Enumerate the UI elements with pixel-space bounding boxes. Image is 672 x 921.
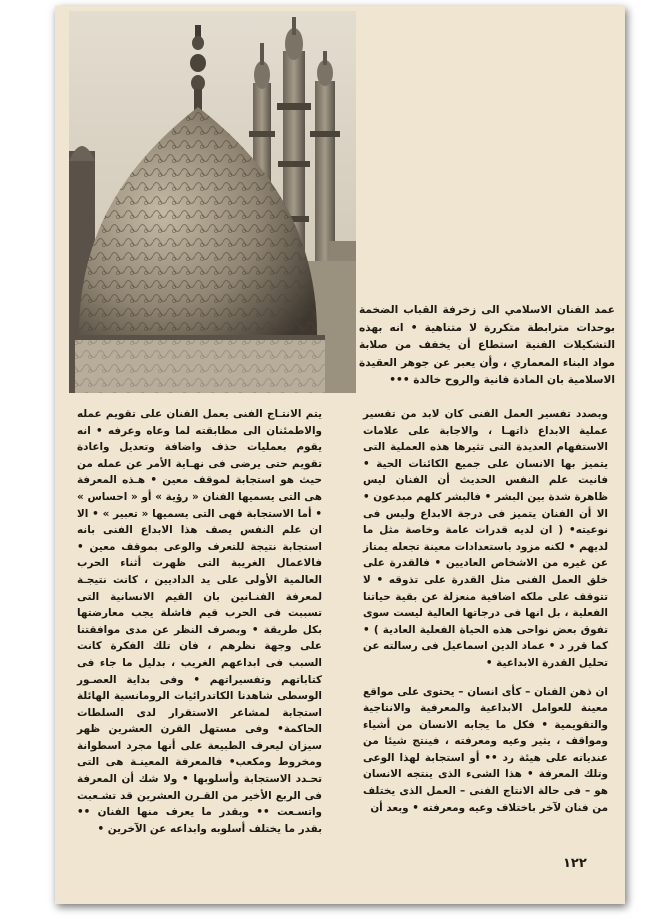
right-text-column [363, 406, 608, 828]
paragraph: ان ذهن الفنان – كأى انسان – يحتوى على مواقع معينة للعوامل الابداعية والمعرفية والانتاجية والتقويمية • فكل ما يجابه الانسان من أشياء ومواقف ، يثير وعيه ومعرفته ، فينتج شيئا من عندياته على هيئة رد •• أو استجابة لهذا الوعى وتلك المعرفة • هذا الشىء الذى ينتجه الانسان هو – فى حالة الانتاج الفنى – العمل الذى يختلف من فنان لآخر باختلاف وعيه ومعرفته • وبعد أن [363, 685, 608, 814]
left-text-column [77, 406, 322, 849]
photo-caption: عمد الفنان الاسلامي الى زخرفة القباب الضخمة بوحدات مترابطة متكررة لا متناهية • انه بهذه التشكيلات الفنية استطاع أن يخفف من صلابة مواد البناء المعماري ، وأن يعبر عن جوهر العقيدة الاسلامية بان المادة فانية والروح خالدة ••• [359, 304, 615, 386]
page-number: ١٢٢ [563, 856, 587, 871]
dome-and-minarets-icon [69, 11, 356, 393]
paragraph: وبصدد تفسير العمل الفنى كان لابد من تفسير عملية الابداع ذاتهـا ، والاجابة على علامات الاستفهام العديدة التى تثيرها هذه العملية التى يتميز بها الانسان على جميع الكائنات الحية • فانيت علم النفس الحديث أن الفنان ليس ظاهرة شدة بين البشر • فالبشر كلهم مبدعون • الا أن الفنان يتميز فى درجة الابداع وليس فى نوعيته• ( ان لديه قدرات عامة وخاصة مثل ما لديهم • لكنه مزود باستعدادات معينة تجعله يمتاز عن غيره من الاشخاص العاديين • فالقدرة على خلق العمل الفنى مثل القدرة على تذوقه • لا تتوقف على ملكه اضافية منعزلة عن بقية حياتنا الفعلية ، بل انها فى درجاتها العالية ليست سوى تفوق بعض نواحى هذه الحياة الفعلية العادية ) • كما قرر د • عماد الدين اسماعيل فى رسالته عن تحليل القدرة الابداعية • [363, 408, 608, 669]
magazine-page [55, 6, 625, 904]
mosque-dome-photo [69, 11, 356, 393]
paragraph: يتم الانتـاج الفنى يعمل الفنان على تقويم عمله والاطمئنان الى مطابقته لما وعاه وعرفه • انه يقوم بعمليات حذف واضافة وتعديل واعادة تقويم حتى يرضى فى نهـاية الأمر عن عمله من حيث هو استجابة لموقف معين • هـذه المعرفة هى التى يسميها الفنان « رؤية » أو « احساس » • أما الاستجابة فهى التى يسميها « تعبير » • الا ان علم النفس يصف هذا الابداع الفنى بانه استجابة نتيجة للتعرف والوعى بموقف معين • فالاعمال الغريبة التى ظهرت أثناء الحرب العالمية الأولى على يد الداديين ، كانت نتيجـة لمعرفة الفنـانين بان القيم الانسانية التى تسببت فى الحرب قيم فاشلة يجب معارضتها بكل طريقة • وبصرف النظر عن مدى موافقتنا على وجهة نظرهم ، فان تلك الفكرة كانت السبب فى ابداعهم الغريب ، بدليل ما جاء فى كتاباتهم وتفسيراتهم • وفى بداية العصـور الوسطى شاهدنا الكاتدرائيات الرومانسية الهائلة استجابة لمشاعر الاستقرار لدى السلطات الحاكمة• وفى مستهل القرن العشرين ظهر سيزان ليعرف الطبيعة على أنها مجرد اسطوانة ومخروط ومكعب• فالمعرفة المعينـة هى التى تحـدد الاستجابة وأسلوبها • ولا شك أن المعرفة فى الربع الأخير من القـرن العشرين قد تشـعبت واتسـعت •• وبقدر ما يعرف منها الفنان •• بقدر ما يختلف أسلوبه وابداعه عن الآخرين • [77, 408, 322, 835]
